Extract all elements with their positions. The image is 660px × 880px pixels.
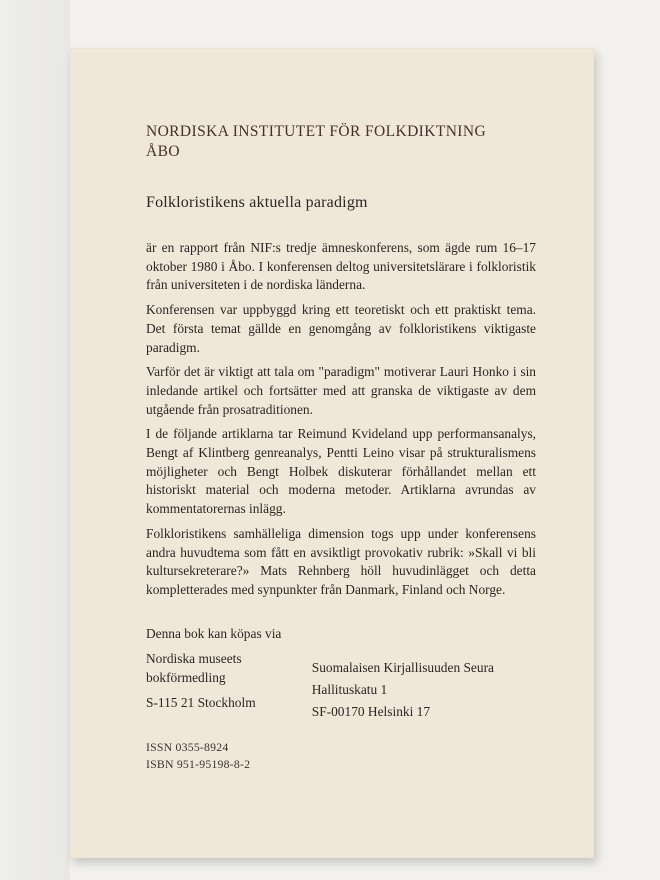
address-helsinki	[312, 650, 536, 721]
address-line: S-115 21 Stockholm	[146, 694, 256, 710]
paragraph-4: I de följande artiklarna tar Reimund Kvideland upp performansanalys, Bengt af Klintberg genreanalys, Pentti Leino visar på strukturalismens möjligheter och Bengt Holbek diskuterar förhållandet mellan ett historiskt material och moderna metoder. Artiklarna avrundas av kommentatorernas inlägg.	[146, 426, 536, 517]
publisher-city: ÅBO	[146, 143, 180, 160]
address-line: Hallituskatu 1	[311, 682, 388, 698]
description	[146, 239, 536, 600]
publisher-name: NORDISKA INSTITUTET FÖR FOLKDIKTNING	[146, 123, 487, 140]
book-back-cover	[70, 48, 594, 858]
paragraph-1: är en rapport från NIF:s tredje ämneskonferens, som ägde rum 16–17 oktober 1980 i Åbo. I konferensen deltog universitetslärare i folkloristik från universiteten i de nordiska länderna.	[146, 240, 536, 293]
book-title: Folkloristikens aktuella paradigm	[146, 194, 368, 211]
sales-addresses	[146, 650, 536, 721]
background	[0, 0, 70, 880]
address-stockholm	[146, 650, 312, 721]
isbn-number: ISBN 951-95198-8-2	[146, 757, 251, 772]
issn-number: ISSN 0355-8924	[146, 740, 229, 755]
sales-info	[146, 625, 536, 722]
address-line: bokförmedling	[146, 670, 226, 686]
address-line: Suomalaisen Kirjallisuuden Seura	[311, 660, 494, 676]
cover-text	[146, 122, 536, 773]
address-line: Nordiska museets	[146, 651, 242, 667]
paragraph-2: Konferensen var uppbyggd kring ett teoretiskt och ett praktiskt tema. Det första temat gällde en genomgång av folkloristikens viktigaste paradigm.	[146, 302, 536, 355]
address-line: SF-00170 Helsinki 17	[311, 703, 431, 719]
paragraph-5: Folkloristikens samhälleliga dimension togs upp under konferensens andra huvudtema som fått en avsiktligt provokativ rubrik: »Skall vi bli kultursekreterare?» Mats Rehnberg höll huvudinlägget och detta kompletterades med synpunkter från Danmark, Finland och Norge.	[146, 525, 536, 597]
paragraph-3: Varför det är viktigt att tala om "paradigm" motiverar Lauri Honko i sin inledande artikel och fortsätter med att granska de viktigaste av dem utgående från prosatraditionen.	[146, 364, 536, 417]
sales-heading: Denna bok kan köpas via	[146, 625, 282, 641]
identifiers	[146, 739, 536, 773]
